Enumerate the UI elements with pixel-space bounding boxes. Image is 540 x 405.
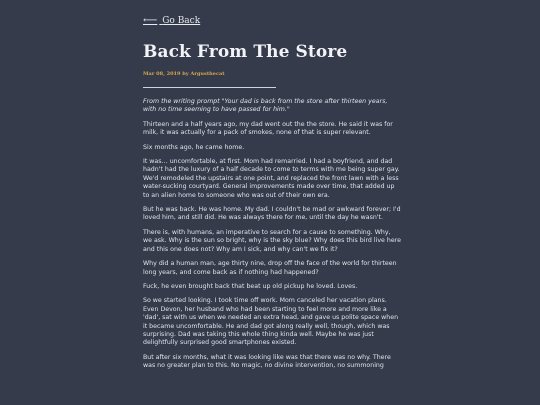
post-meta: Mar 08, 2019 by Argusthecat	[143, 71, 225, 77]
post-title: Back From The Store	[143, 42, 348, 62]
body-paragraph: But after six months, what it was looking like was that there was no why. There was no greater plan to this. No magic, no divine intervention, no summoning	[143, 353, 391, 370]
body-paragraph: It was… uncomfortable, at first. Mom had remarried. I had a boyfriend, and dad hadn't had the luxury of a half decade to come to terms with me being super gay. We'd remodeled the upstairs at one point, and replaced the front lawn with a less water-sucking courtyard. General improvements made over time, that added up to an alien home to someone who was out of their own era.	[143, 158, 400, 199]
prompt-paragraph: From the writing prompt "Your dad is back from the store after thirteen years, with no time seeming to have passed for him."	[143, 98, 388, 114]
back-arrow-icon: ⟵	[143, 15, 158, 26]
body-paragraph: Six months ago, he came home.	[143, 143, 245, 151]
body-paragraph: Thirteen and a half years ago, my dad went out the the store. He said it was for milk, it was actually for a pack of smokes, none of that is super relevant.	[143, 120, 393, 137]
divider	[143, 87, 276, 88]
body-paragraph: Fuck, he even brought back that beat up old pickup he loved. Loves.	[143, 282, 358, 290]
body-paragraph: There is, with humans, an imperative to search for a cause to something. Why, we ask. Why is the sun so bright, why is the sky blue? Why does this bird live here and this one does not? Why am I sick, and why can't we fix it?	[143, 228, 401, 253]
article	[143, 8, 401, 377]
body-paragraph: But he was back. He was home. My dad. I couldn't be mad or awkward forever; I'd loved him, and still did. He was always there for me, until the day he wasn't.	[143, 206, 401, 222]
go-back-link[interactable]	[143, 15, 200, 26]
body-paragraph: Why did a human man, age thirty nine, drop off the face of the world for thirteen long years, and come back as if nothing had happened?	[143, 260, 397, 276]
body-paragraph: So we started looking. I took time off work. Mom canceled her vacation plans. Even Devon, her husband who had been starting to feel more and more like a 'dad', sat with us when we needed an extra head, and gave us polite space when it became uncomfortable. He and dad got along really well, though, which was surprising. Dad was taking this whole thing kinda well. Maybe he was just delightfully surprised good smartphones existed.	[143, 297, 399, 347]
go-back-label: Go Back	[162, 16, 201, 26]
